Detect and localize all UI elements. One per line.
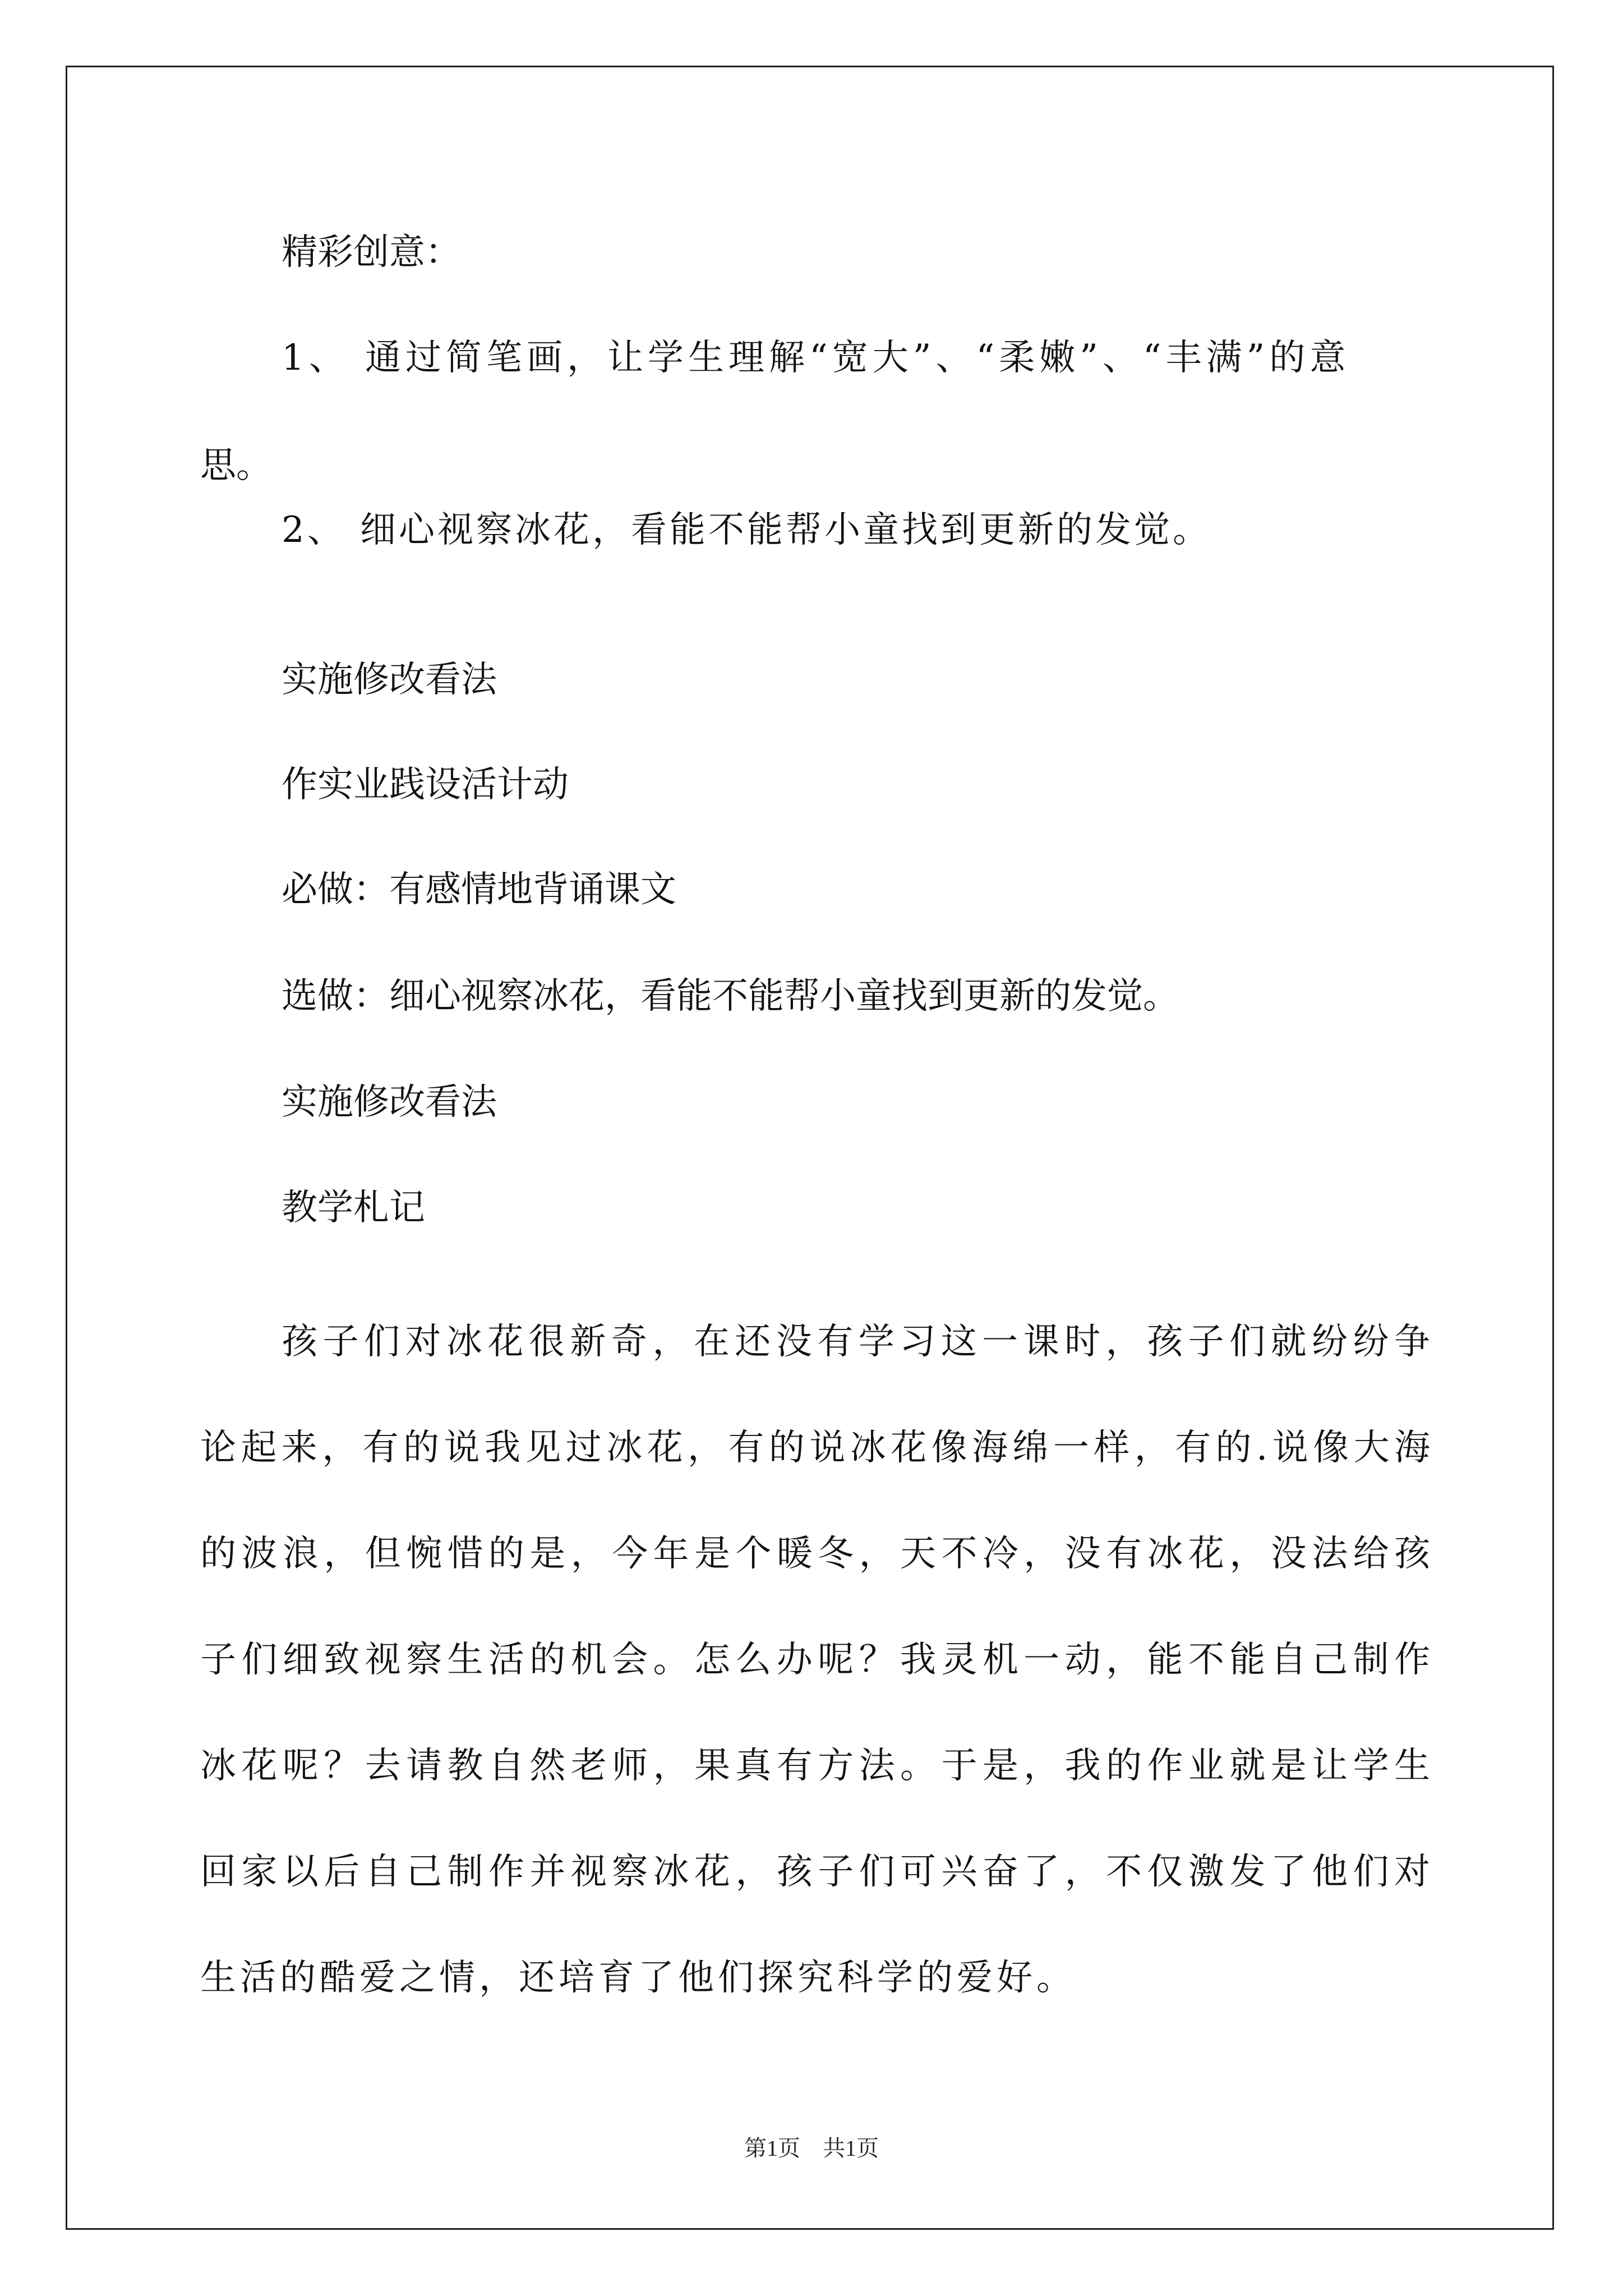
text-line: 1、 通过简笔画，让学生理解“宽大”、“柔嫩”、“丰满”的意: [282, 337, 1350, 379]
text-line: 2、 细心视察冰花，看能不能帮小童找到更新的发觉。: [282, 509, 1212, 551]
text-line: 实施修改看法: [282, 1082, 497, 1123]
heading-creative-ideas: 精彩创意：: [282, 232, 461, 273]
page-footer: 第1页 共1页: [744, 2136, 879, 2161]
heading-teaching-notes: 教学札记: [282, 1187, 425, 1228]
teaching-notes-paragraph: 孩子们对冰花很新奇，在还没有学习这一课时，孩子们就纷纷争论起来，有的说我见过冰花，有的说冰花像海绵一样，有的.说像大海的波浪，但惋惜的是，今年是个暖冬，天不冷，没有冰花，没法给孩子们细致视察生活的机会。怎么办呢？我灵机一动，能不能自己制作冰花呢？去请教自然老师，果真有方法。于是，我的作业就是让学生回家以后自己制作并视察冰花，孩子们可兴奋了，不仅激发了他们对生活的酷爱之情，还培育了他们探究科学的爱好。: [200, 1321, 1434, 1999]
text-line: 思。: [200, 445, 272, 486]
text-line: 作实业践设活计动: [282, 764, 569, 806]
text-line: 实施修改看法: [282, 659, 497, 701]
text-line: 选做：细心视察冰花，看能不能帮小童找到更新的发觉。: [282, 976, 1179, 1017]
text-line: 必做：有感情地背诵课文: [282, 869, 676, 910]
